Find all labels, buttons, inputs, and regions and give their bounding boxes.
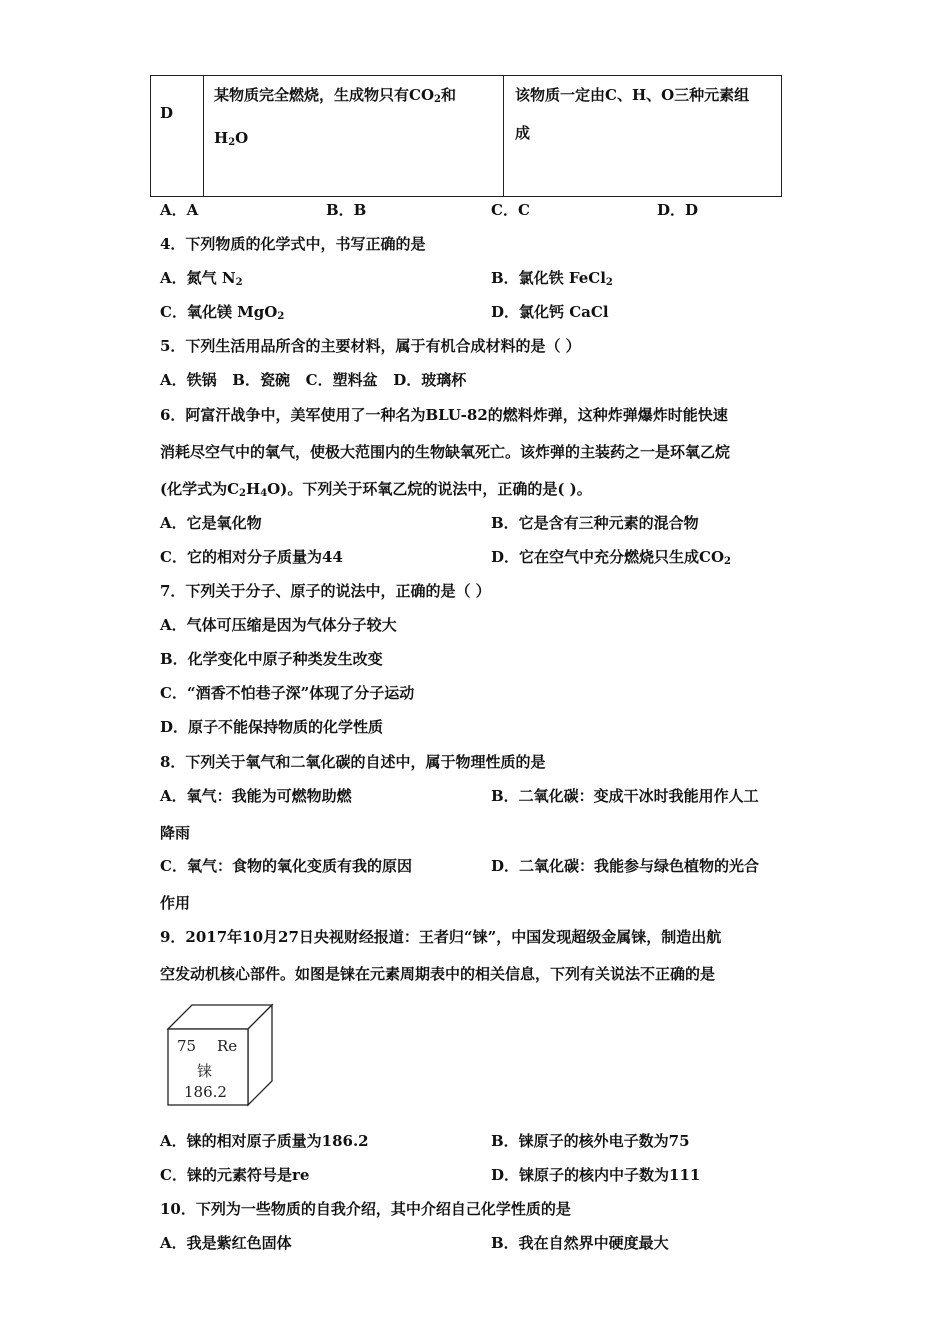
table-row-label: D (160, 104, 174, 122)
q8-option-d-cont: 作用 (160, 894, 191, 912)
q3-option-a[interactable]: A．A (160, 201, 199, 219)
q4-option-d[interactable]: D．氯化钙 CaCl (491, 303, 609, 321)
element-name: 铼 (197, 1062, 213, 1080)
q4-option-c[interactable]: C．氧化镁 MgO$_2$ (160, 303, 285, 322)
q3-option-c[interactable]: C．C (491, 201, 530, 219)
q4-option-a[interactable]: A．氮气 $N_2$ (160, 269, 243, 288)
q8-option-d[interactable]: D．二氧化碳：我能参与绿色植物的光合 (491, 857, 760, 875)
q10-stem: 10．下列为一些物质的自我介绍，其中介绍自己化学性质的是 (160, 1200, 571, 1218)
element-symbol: Re (217, 1037, 238, 1055)
q6-stem-line3: (化学式为$C_2H_4O$)。下列关于环氧乙烷的说法中，正确的是( )。 (160, 480, 592, 499)
table-divider (203, 76, 204, 196)
q9-option-b[interactable]: B．铼原子的核外电子数为75 (491, 1132, 690, 1150)
q6-option-d[interactable]: D．它在空气中充分燃烧只生成$CO_2$ (491, 548, 731, 567)
table-statement: 某物质完全燃烧，生成物只有$CO_2$和 $H_2O$ (214, 86, 456, 148)
q3-option-b[interactable]: B．B (326, 201, 367, 219)
q7-stem: 7．下列关于分子、原子的说法中，正确的是（ ） (160, 582, 491, 600)
q6-stem-line1: 6．阿富汗战争中，美军使用了一种名为BLU-82的燃料炸弹，这种炸弹爆炸时能快速 (160, 406, 728, 424)
element-mass: 186.2 (184, 1083, 227, 1101)
table-divider (503, 76, 504, 196)
answer-table-row (150, 75, 782, 197)
q8-option-c[interactable]: C．氧气：食物的氧化变质有我的原因 (160, 857, 412, 875)
q8-option-b-cont: 降雨 (160, 824, 191, 842)
element-card-rhenium (166, 1003, 274, 1107)
q5-stem: 5．下列生活用品所含的主要材料，属于有机合成材料的是（ ） (160, 337, 581, 355)
q4-stem: 4．下列物质的化学式中，书写正确的是 (160, 235, 426, 253)
q6-stem-line2: 消耗尽空气中的氧气，使极大范围内的生物缺氧死亡。该炸弹的主装药之一是环氧乙烷 (160, 443, 731, 461)
table-conclusion: 该物质一定由C、H、O三种元素组 成 (515, 86, 750, 142)
q10-option-b[interactable]: B．我在自然界中硬度最大 (491, 1234, 669, 1252)
q6-option-b[interactable]: B．它是含有三种元素的混合物 (491, 514, 699, 532)
q9-stem-line1: 9．2017年10月27日央视财经报道：王者归“铼”，中国发现超级金属铼，制造出航 (160, 928, 722, 946)
q8-option-b[interactable]: B．二氧化碳：变成干冰时我能用作人工 (491, 787, 759, 805)
q5-options[interactable]: A．铁锅 B．瓷碗 C．塑料盆 D．玻璃杯 (160, 371, 467, 389)
q9-stem-line2: 空发动机核心部件。如图是铼在元素周期表中的相关信息，下列有关说法不正确的是 (160, 965, 716, 983)
q8-stem: 8．下列关于氧气和二氧化碳的自述中，属于物理性质的是 (160, 753, 546, 771)
q3-option-d[interactable]: D．D (657, 201, 699, 219)
q6-option-a[interactable]: A．它是氧化物 (160, 514, 262, 532)
q9-option-a[interactable]: A．铼的相对原子质量为186.2 (160, 1132, 369, 1150)
q6-option-c[interactable]: C．它的相对分子质量为44 (160, 548, 343, 566)
q7-option-b[interactable]: B．化学变化中原子种类发生改变 (160, 650, 383, 668)
q7-option-d[interactable]: D．原子不能保持物质的化学性质 (160, 718, 384, 736)
q9-option-c[interactable]: C．铼的元素符号是re (160, 1166, 310, 1184)
q4-option-b[interactable]: B．氯化铁 FeCl$_2$ (491, 269, 613, 288)
q9-option-d[interactable]: D．铼原子的核内中子数为111 (491, 1166, 701, 1184)
q7-option-c[interactable]: C．“酒香不怕巷子深”体现了分子运动 (160, 684, 415, 702)
element-atomic-number: 75 (177, 1037, 197, 1055)
q7-option-a[interactable]: A．气体可压缩是因为气体分子较大 (160, 616, 397, 634)
q8-option-a[interactable]: A．氧气：我能为可燃物助燃 (160, 787, 352, 805)
q10-option-a[interactable]: A．我是紫红色固体 (160, 1234, 292, 1252)
